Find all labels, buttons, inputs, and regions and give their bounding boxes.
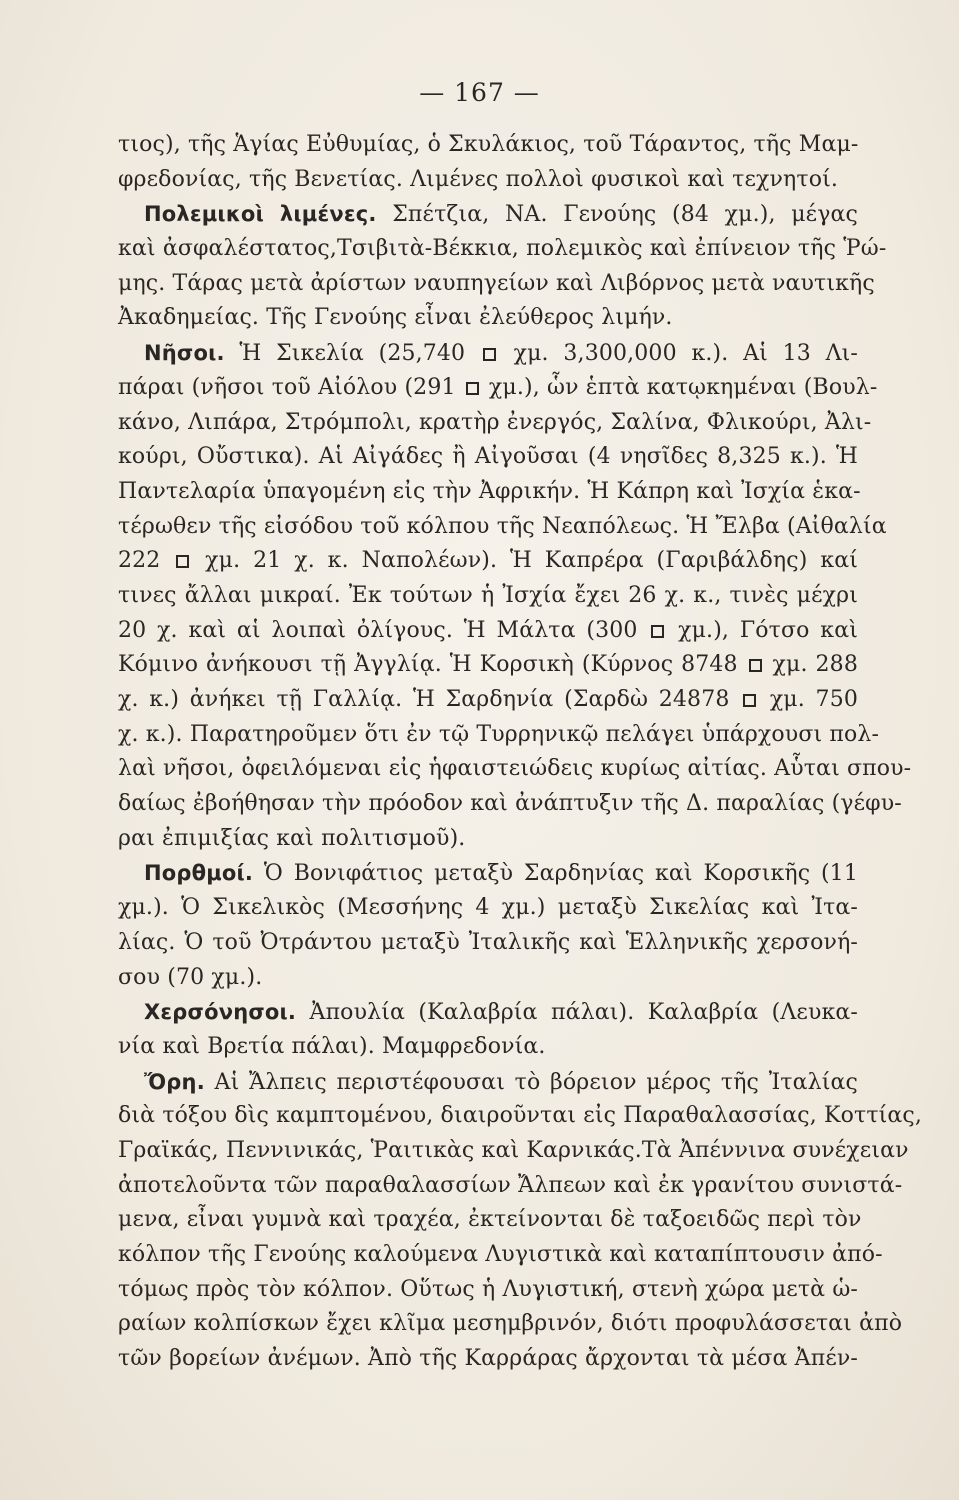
line-text: καὶ ἀσφαλέστατος,Τσιβιτὰ-Βέκκια, πολεμικὸς καὶ ἐπίνειον τῆς Ῥώ- — [118, 236, 887, 262]
text-line — [118, 267, 875, 302]
line-text: χ. κ.). Παρατηροῦμεν ὅτι ἐν τῷ Τυρρηνικῷ πελάγει ὑπάρχουσι πολ- — [118, 721, 880, 747]
text-line — [118, 891, 858, 926]
text-line — [118, 475, 861, 510]
text-line — [118, 163, 858, 198]
line-text: κούρι, Οὔστικα). Αἱ Αἰγάδες ἢ Αἰγοῦσαι (4 νησῖδες 8,325 κ.). Ἡ — [118, 444, 858, 470]
line-text: κάνο, Λιπάρα, Στρόμπολι, κρατὴρ ἐνεργός, Σαλίνα, Φλικούρι, Ἀλι- — [118, 409, 872, 435]
section-heading: Νῆσοι. — [144, 341, 225, 366]
text-line — [118, 1203, 862, 1238]
section-heading: Ὄρη. — [144, 1069, 205, 1094]
text-line — [118, 856, 858, 891]
text-line — [118, 371, 878, 406]
line-text: χμ.). Ὁ Σικελικὸς (Μεσσήνης 4 χμ.) μεταξὺ Σικελίας καὶ Ἰτα- — [118, 895, 858, 921]
line-text: τέρωθεν τῆς εἰσόδου τοῦ κόλπου τῆς Νεαπόλεως. Ἡ Ἔλβα (Αἰθαλία — [118, 513, 887, 539]
section-heading: Πορθμοί. — [144, 861, 254, 886]
text-line — [118, 1238, 883, 1273]
line-text: ραίων κολπίσκων ἔχει κλῖμα μεσημβρινόν, διότι προφυλάσσεται ἀπὸ — [118, 1311, 903, 1337]
line-text: τῶν βορείων ἀνέμων. Ἀπὸ τῆς Καρράρας ἄρχονται τὰ μέσα Ἀπέν- — [118, 1346, 858, 1372]
square-unit-icon — [466, 382, 479, 395]
line-text: 222 χμ. 21 χ. κ. Ναπολέων). Ἡ Καπρέρα (Γαριβάλδης) καί — [118, 548, 858, 574]
text-line — [118, 648, 858, 683]
line-text: Κόμινο ἀνήκουσι τῇ Ἀγγλίᾳ. Ἡ Κορσικὴ (Κύρνος 8748 χμ. 288 — [118, 652, 858, 678]
text-line — [118, 1065, 858, 1100]
text-line — [118, 752, 912, 787]
text-line — [118, 1307, 903, 1342]
text-line — [118, 301, 858, 336]
text-line — [118, 614, 858, 649]
line-text: Αἱ Ἄλπεις περιστέφουσαι τὸ βόρειον μέρος τῆς Ἰταλίας — [214, 1069, 858, 1095]
line-text: 20 χ. καὶ αἱ λοιπαὶ ὀλίγους. Ἡ Μάλτα (300 χμ.), Γότσο καὶ — [118, 617, 858, 643]
text-line — [118, 1169, 903, 1204]
text-line — [118, 926, 858, 961]
text-line — [118, 822, 858, 857]
line-text: Σπέτζια, ΝΑ. Γενούης (84 χμ.), μέγας — [392, 202, 859, 228]
text-line — [118, 232, 887, 267]
text-line — [118, 510, 887, 545]
line-text: πάραι (νῆσοι τοῦ Αἰόλου (291 χμ.), ὧν ἑπτὰ κατῳκημέναι (Βουλ- — [118, 374, 878, 400]
square-unit-icon — [743, 694, 756, 707]
line-text: Γραϊκάς, Πεννινικάς, Ῥαιτικὰς καὶ Καρνικάς.Τὰ Ἀπέννινα συνέχειαν — [118, 1137, 909, 1163]
text-line — [118, 1134, 909, 1169]
text-line — [118, 440, 858, 475]
line-text: Ἀκαδημείας. Τῆς Γενούης εἶναι ἐλεύθερος λιμήν. — [118, 305, 673, 331]
text-line — [118, 579, 858, 614]
section-heading: Χερσόνησοι. — [144, 1000, 297, 1025]
text-block — [118, 128, 923, 1377]
text-line — [118, 995, 858, 1030]
square-unit-icon — [176, 555, 189, 568]
line-text: κόλπον τῆς Γενούης καλούμενα Λυγιστικὰ καὶ καταπίπτουσιν ἀπό- — [118, 1242, 883, 1267]
text-line — [118, 1342, 858, 1377]
line-text: ραι ἐπιμιξίας καὶ πολιτισμοῦ). — [118, 825, 466, 851]
text-line — [118, 961, 858, 996]
line-text: μης. Τάρας μετὰ ἀρίστων ναυπηγείων καὶ Λιβόρνος μετὰ ναυτικῆς — [118, 270, 875, 296]
text-line — [118, 1099, 923, 1134]
text-line — [118, 197, 858, 232]
text-line — [118, 718, 880, 753]
square-unit-icon — [483, 348, 496, 361]
line-text: Ἡ Σικελία (25,740 χμ. 3,300,000 κ.). Αἱ 13 Λι- — [239, 341, 858, 367]
line-text: τιος), τῆς Ἁγίας Εὐθυμίας, ὁ Σκυλάκιος, τοῦ Τάραντος, τῆς Μαμ- — [118, 132, 859, 157]
line-text: σου (70 χμ.). — [118, 964, 263, 990]
page-number: — 167 — — [419, 78, 540, 107]
text-line — [118, 336, 858, 371]
line-text: διὰ τόξου δὶς καμπτομένου, διαιροῦνται εἰς Παραθαλασσίας, Κοττίας, — [118, 1103, 923, 1129]
text-line — [118, 1030, 858, 1065]
text-line — [118, 683, 858, 718]
line-text: ἀποτελοῦντα τῶν παραθαλασσίων Ἄλπεων καὶ ἐκ γρανίτου συνιστά- — [118, 1172, 903, 1198]
line-text: Ὁ Βονιφάτιος μεταξὺ Σαρδηνίας καὶ Κορσικῆς (11 — [263, 861, 858, 887]
line-text: λίας. Ὁ τοῦ Ὀτράντου μεταξὺ Ἰταλικῆς καὶ Ἑλληνικῆς χερσονή- — [118, 929, 858, 955]
section-heading: Πολεμικοὶ λιμένες. — [144, 202, 377, 227]
line-text: δαίως ἐβοήθησαν τὴν πρόοδον καὶ ἀνάπτυξιν τῆς Δ. παραλίας (γέφυ- — [118, 791, 902, 817]
text-line — [118, 544, 858, 579]
line-text: χ. κ.) ἀνήκει τῇ Γαλλίᾳ. Ἡ Σαρδηνία (Σαρδὼ 24878 χμ. 750 — [118, 687, 858, 712]
text-line — [118, 787, 902, 822]
text-line — [118, 1273, 858, 1308]
text-line — [118, 128, 858, 163]
line-text: φρεδονίας, τῆς Βενετίας. Λιμένες πολλοὶ φυσικοὶ καὶ τεχνητοί. — [118, 166, 839, 192]
line-text: μενα, εἶναι γυμνὰ καὶ τραχέα, ἐκτείνονται δὲ ταξοειδῶς περὶ τὸν — [118, 1207, 862, 1233]
text-line — [118, 406, 872, 441]
line-text: νία καὶ Βρετία πάλαι). Μαμφρεδονία. — [118, 1033, 546, 1059]
line-text: τινες ἄλλαι μικραί. Ἐκ τούτων ἡ Ἰσχία ἔχει 26 χ. κ., τινὲς μέχρι — [118, 582, 858, 608]
line-text: Παντελαρία ὑπαγομένη εἰς τὴν Ἀφρικήν. Ἡ Κάπρη καὶ Ἰσχία ἑκα- — [118, 478, 861, 504]
line-text: Ἀπουλία (Καλαβρία πάλαι). Καλαβρία (Λευκα- — [309, 1000, 858, 1026]
square-unit-icon — [749, 659, 762, 672]
line-text: λαὶ νῆσοι, ὀφειλόμεναι εἰς ἡφαιστειώδεις κυρίως αἰτίας. Αὗται σπου- — [118, 756, 912, 782]
square-unit-icon — [651, 625, 664, 638]
line-text: τόμως πρὸς τὸν κόλπον. Οὕτως ἡ Λυγιστική, στενὴ χώρα μετὰ ὡ- — [118, 1276, 858, 1302]
